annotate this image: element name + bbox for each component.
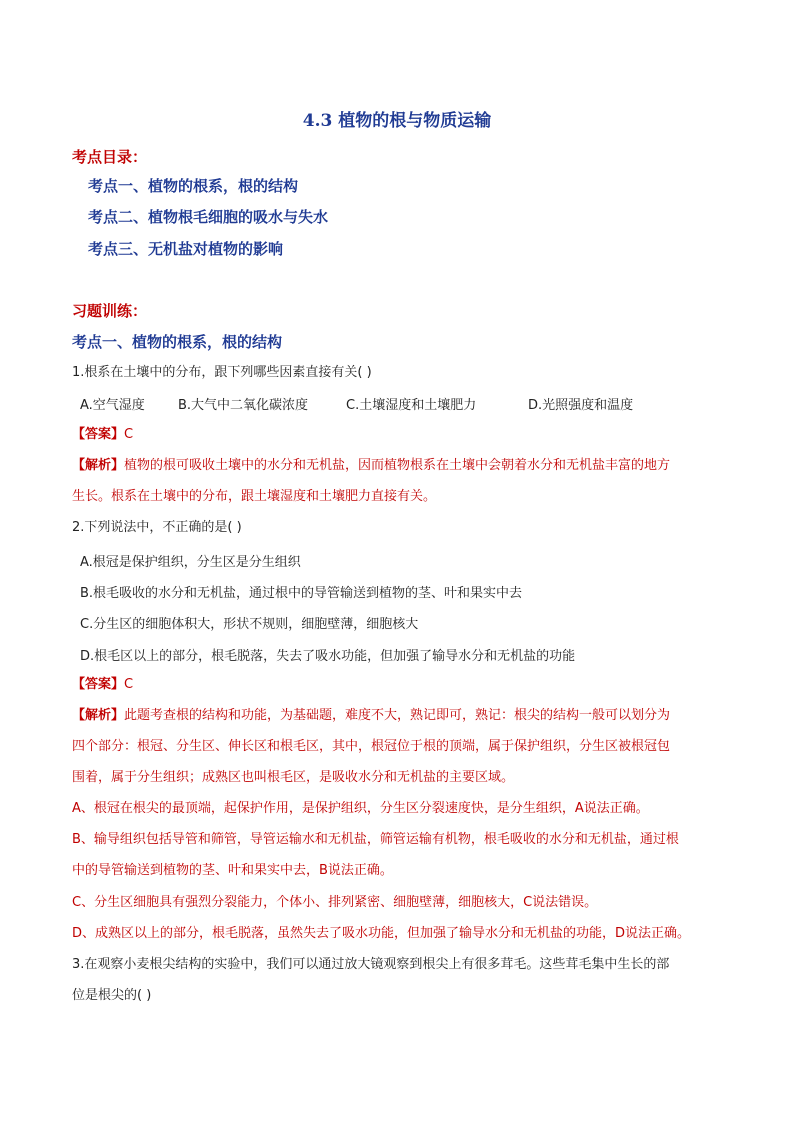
q1-option-c: C.土壤湿度和土壤肥力 (346, 398, 477, 413)
toc-item-3: 考点三、无机盐对植物的影响 (88, 240, 284, 258)
answer-tag: 【答案】 (72, 677, 125, 692)
question-2-explain-b-1: B、输导组织包括导管和筛管，导管运输水和无机盐，筛管运输有机物，根毛吸收的水分和无机盐，通过根 (72, 832, 679, 847)
question-1-stem: 1.根系在土壤中的分布，跟下列哪些因素直接有关( ) (72, 365, 372, 380)
question-1-answer (72, 426, 133, 444)
toc-item-1: 考点一、植物的根系，根的结构 (88, 177, 299, 195)
answer-tag: 【答案】 (72, 427, 125, 442)
page-title: 4.3 植物的根与物质运输 (302, 111, 492, 131)
q2-option-d: D.根毛区以上的部分，根毛脱落，失去了吸水功能，但加强了输导水分和无机盐的功能 (80, 649, 576, 664)
question-2-explain-a: A、根冠在根尖的最顶端，起保护作用，是保护组织，分生区分裂速度快，是分生组织，A说法正确。 (72, 801, 649, 816)
analysis-tag: 【解析】 (72, 708, 125, 723)
question-2-explain-d: D、成熟区以上的部分，根毛脱落，虽然失去了吸水功能，但加强了输导水分和无机盐的功能，D说法正确。 (72, 926, 691, 941)
toc-heading: 考点目录： (72, 148, 148, 166)
answer-value: C (124, 677, 134, 692)
toc-item-2: 考点二、植物根毛细胞的吸水与失水 (88, 208, 329, 226)
answer-value: C (124, 427, 134, 442)
q2-option-c: C.分生区的细胞体积大，形状不规则，细胞壁薄，细胞核大 (80, 617, 419, 632)
analysis-tag: 【解析】 (72, 458, 125, 473)
question-2-analysis-line-3: 围着，属于分生组织；成熟区也叫根毛区，是吸收水分和无机盐的主要区域。 (72, 770, 515, 785)
question-3-stem-line-1: 3.在观察小麦根尖结构的实验中，我们可以通过放大镜观察到根尖上有很多茸毛。这些茸毛集中生长的部 (72, 957, 670, 972)
q1-option-a: A.空气湿度 (80, 398, 145, 413)
q2-option-b: B.根毛吸收的水分和无机盐，通过根中的导管输送到植物的茎、叶和果实中去 (80, 586, 523, 601)
section-heading-1: 考点一、植物的根系，根的结构 (72, 333, 283, 351)
question-1-analysis-line-2: 生长。根系在土壤中的分布，跟土壤湿度和土壤肥力直接有关。 (72, 489, 437, 504)
question-2-stem: 2.下列说法中，不正确的是( ) (72, 520, 242, 535)
question-3-stem-line-2: 位是根尖的( ) (72, 988, 152, 1003)
question-1-analysis-line-1 (72, 457, 670, 475)
q1-option-d: D.光照强度和温度 (528, 398, 634, 413)
q2-option-a: A.根冠是保护组织，分生区是分生组织 (80, 555, 301, 570)
analysis-text: 此题考查根的结构和功能，为基础题，难度不大，熟记即可，熟记：根尖的结构一般可以划分为 (124, 708, 671, 723)
question-2-explain-b-2: 中的导管输送到植物的茎、叶和果实中去，B说法正确。 (72, 863, 393, 878)
question-2-explain-c: C、分生区细胞具有强烈分裂能力，个体小、排列紧密、细胞壁薄，细胞核大，C说法错误。 (72, 895, 598, 910)
q1-option-b: B.大气中二氧化碳浓度 (178, 398, 309, 413)
practice-heading: 习题训练： (72, 302, 148, 320)
question-2-analysis-line-2: 四个部分：根冠、分生区、伸长区和根毛区，其中，根冠位于根的顶端，属于保护组织，分生区被根冠包 (72, 739, 671, 754)
question-2-analysis-line-1 (72, 707, 670, 725)
question-2-answer (72, 676, 133, 694)
analysis-text: 植物的根可吸收土壤中的水分和无机盐，因而植物根系在土壤中会朝着水分和无机盐丰富的地方 (124, 458, 671, 473)
